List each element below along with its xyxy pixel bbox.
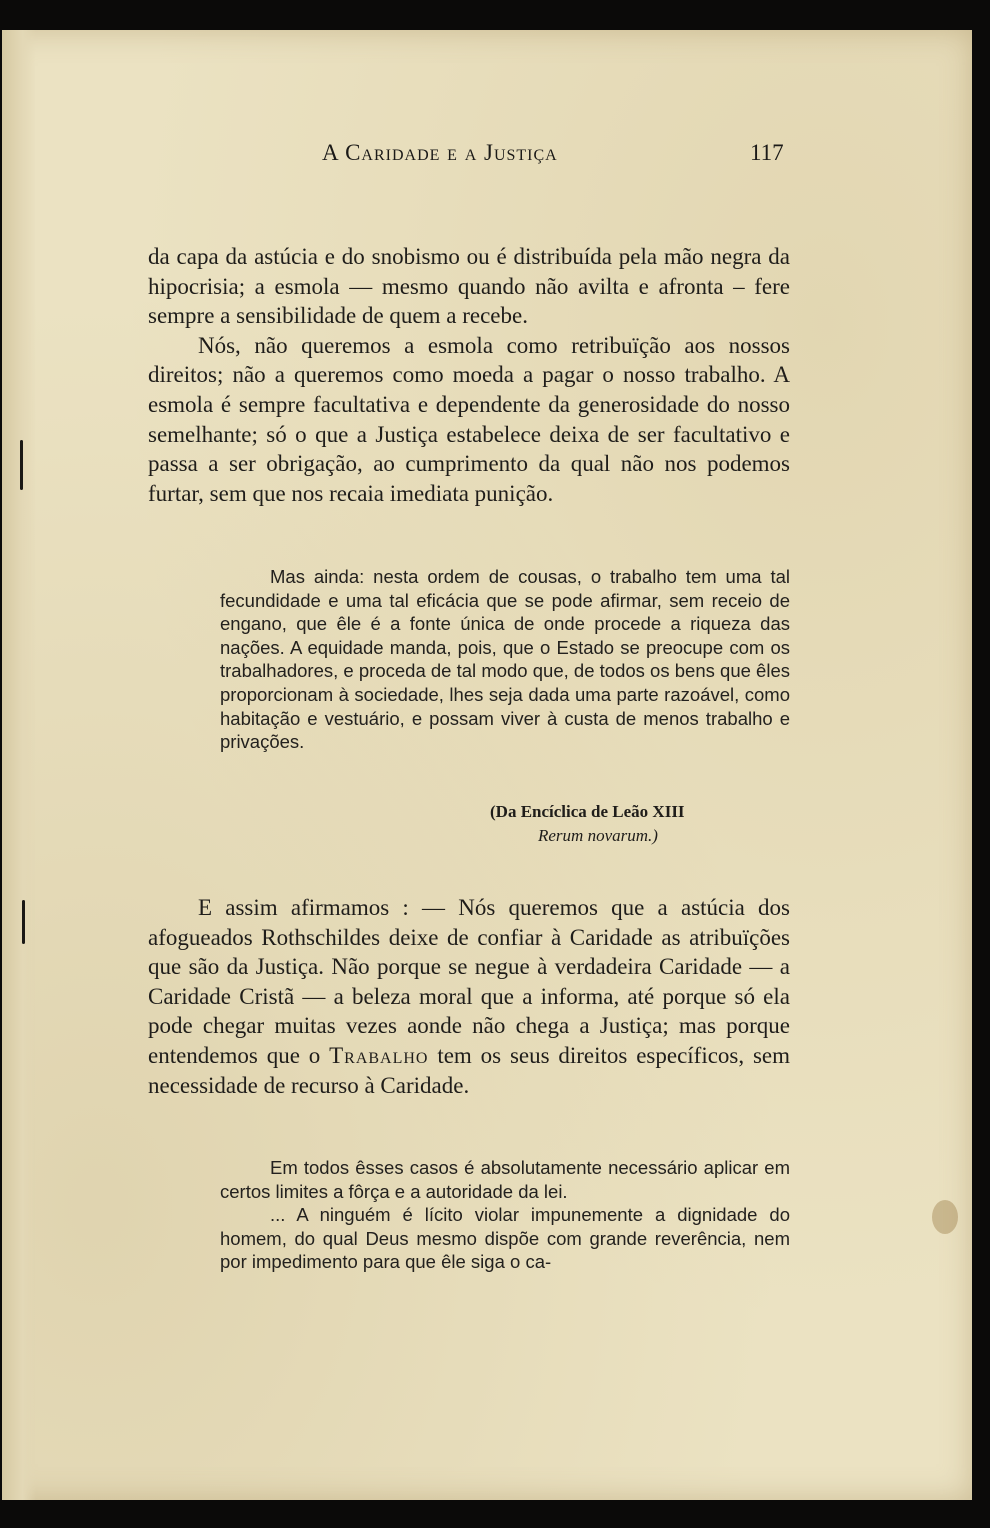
paragraph-3 (148, 893, 790, 1100)
citation-source: (Da Encíclica de Leão XIII (490, 802, 685, 821)
running-head-title: A Caridade e a Justiça (322, 140, 558, 165)
citation (490, 800, 685, 848)
margin-mark-2 (22, 900, 25, 944)
margin-mark-1 (20, 440, 23, 490)
citation-work: Rerum novarum.) (538, 826, 658, 845)
page-gutter (2, 30, 36, 1500)
foxing-stain (932, 1200, 958, 1234)
main-text-block-1 (148, 242, 790, 508)
paragraph-3-start: E assim afirmamos : — Nós queremos que a astúcia dos afogueados Rothschildes deixe de confiar à Caridade as atribuïções que são da Justiça. Não porque se negue à verdadeira Caridade — a Caridade Cristã — a beleza moral que a informa, até porque só ela pode chegar muitas vezes aonde não chega a Justiça; mas porque entendemos que o (148, 895, 790, 1068)
paragraph-1: da capa da astúcia e do snobismo ou é distribuída pela mão negra da hipocrisia; a esmola — mesmo quando não avilta e afronta – fere sempre a sensibilidade de quem a recebe. (148, 244, 790, 329)
block-quote-2 (220, 1156, 790, 1274)
paragraph-2: Nós, não queremos a esmola como retribuïção aos nossos direitos; não a queremos como moeda a pagar o nosso trabalho. A esmola é sempre facultativa e dependente da generosidade do nosso semelhante; só o que a Justiça estabelece deixa de ser facultativo e passa a ser obrigação, ao cumprimento da qual não nos podemos furtar, sem que nos recaia imediata punição. (148, 332, 790, 506)
quote-2-line-1: Em todos êsses casos é absolutamente necessário aplicar em certos limites a fôrça e a autoridade da lei. (220, 1157, 790, 1202)
paragraph-3-end: tem os seus direitos específicos, sem necessidade de recurso à Caridade. (148, 1042, 791, 1098)
page-number: 117 (750, 140, 784, 165)
block-quote-1 (220, 565, 790, 754)
paragraph-3-smallcaps: Trabalho (329, 1042, 429, 1068)
quote-2-line-2: ... A ninguém é lícito violar impunemente a dignidade do homem, do qual Deus mesmo dispõe com grande reverência, nem por impedimento para que êle siga o ca- (220, 1204, 790, 1273)
main-text-block-2 (148, 893, 790, 1100)
quote-1-text: Mas ainda: nesta ordem de cousas, o trabalho tem uma tal fecundidade e uma tal eficácia que se pode afirmar, sem receio de engano, que êle é a fonte única de onde procede a riqueza das nações. A equidade manda, pois, que o Estado se preocupe com os trabalhadores, e proceda de tal modo que, de todos os bens que êles proporcionam à sociedade, lhes seja dada uma parte razoável, como habitação e vestuário, e possam viver à custa de menos trabalho e privações. (220, 566, 790, 753)
